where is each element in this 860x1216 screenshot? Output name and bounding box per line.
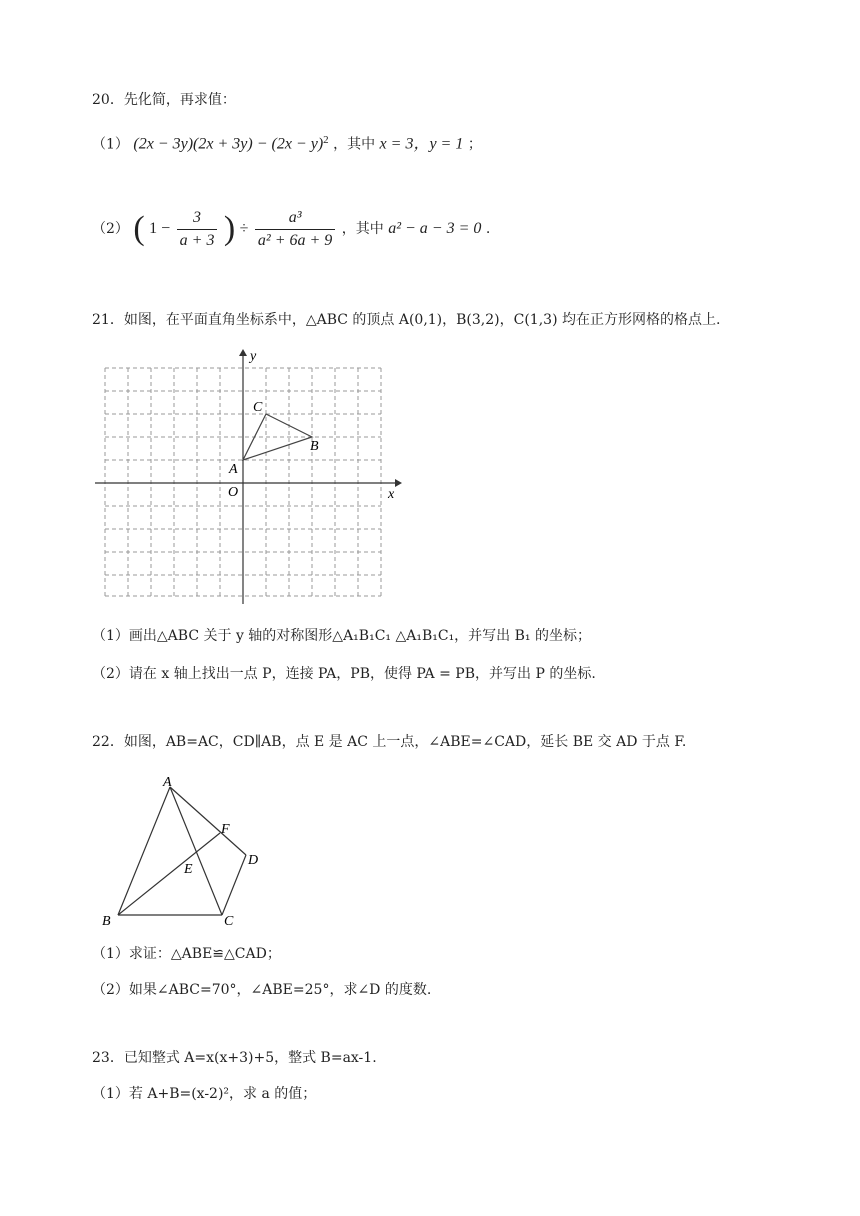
- q20-part1: [92, 130, 482, 155]
- q20-part1-condition: x = 3，y = 1: [379, 135, 464, 153]
- q21-part1: （1）画出△ABC 关于 y 轴的对称图形△A₁B₁C₁ △A₁B₁C₁，并写出 B₁ 的坐标；: [92, 628, 591, 644]
- right-paren: ): [223, 210, 236, 247]
- q20-part2-fraction-2: [255, 207, 335, 252]
- segment-cd: [222, 855, 246, 915]
- q20-title: 20．先化简，再求值：: [92, 92, 236, 108]
- fraction-1-denominator: a + 3: [179, 231, 215, 249]
- fraction-2-numerator: a³: [255, 207, 335, 230]
- q20-part2: [92, 204, 490, 254]
- q22-part1: （1）求证：△ABE≌△CAD；: [92, 946, 281, 962]
- segment-ac: [170, 787, 222, 915]
- q20-part2-one-minus: 1 −: [149, 220, 171, 237]
- point-c-label: C: [253, 400, 263, 415]
- q20-part2-condition: a² − a − 3 = 0: [388, 220, 482, 237]
- segment-ab: [118, 787, 170, 915]
- origin-label: O: [228, 485, 239, 500]
- q20-part1-cond-prefix: ，其中: [333, 136, 376, 153]
- q20-part1-label: （1）: [92, 136, 129, 153]
- geometry-figure: [95, 772, 275, 932]
- label-e: E: [184, 862, 193, 877]
- fraction-1-numerator: 3: [177, 207, 218, 230]
- point-b-label: B: [310, 439, 319, 454]
- q22-part2: （2）如果∠ABC=70°，∠ABE=25°，求∠D 的度数.: [92, 982, 432, 998]
- q20-part1-end: ；: [467, 136, 482, 153]
- x-axis-arrow-icon: [395, 479, 402, 487]
- label-b: B: [102, 914, 111, 929]
- y-axis-arrow-icon: [239, 349, 247, 356]
- q21-part2: （2）请在 x 轴上找出一点 P，连接 PA，PB，使得 PA = PB，并写出 P 的坐标.: [92, 666, 596, 682]
- x-axis-label: x: [388, 487, 395, 502]
- y-axis-label: y: [250, 349, 257, 364]
- q23-part1: （1）若 A+B=(x-2)²，求 a 的值；: [92, 1086, 317, 1102]
- coordinate-grid-figure: [90, 346, 410, 608]
- label-d: D: [248, 853, 259, 868]
- q23-title: 23．已知整式 A=x(x+3)+5，整式 B=ax-1.: [92, 1050, 377, 1066]
- label-f: F: [221, 822, 230, 837]
- fraction-2-denominator: a² + 6a + 9: [257, 231, 333, 249]
- label-a: A: [163, 775, 172, 790]
- label-c: C: [224, 914, 234, 929]
- q20-part2-divide: ÷: [239, 220, 249, 237]
- q20-part1-expression: (2x − 3y)(2x + 3y) − (2x − y): [133, 135, 324, 153]
- q20-part2-fraction-1: [177, 207, 218, 252]
- segment-ad: [170, 787, 246, 855]
- q20-part2-end: .: [485, 221, 491, 237]
- q20-part1-exponent: 2: [323, 134, 329, 146]
- left-paren: (: [133, 210, 145, 247]
- q22-title: 22．如图，AB=AC，CD∥AB，点 E 是 AC 上一点，∠ABE=∠CAD，延长 BE 交 AD 于点 F.: [92, 734, 687, 750]
- q20-part2-cond-prefix: ，其中: [341, 221, 384, 237]
- point-a-label: A: [229, 462, 238, 477]
- q21-title: 21．如图，在平面直角坐标系中，△ABC 的顶点 A(0,1)，B(3,2)，C(1,3) 均在正方形网格的格点上.: [92, 312, 721, 328]
- q20-part2-label: （2）: [92, 221, 129, 237]
